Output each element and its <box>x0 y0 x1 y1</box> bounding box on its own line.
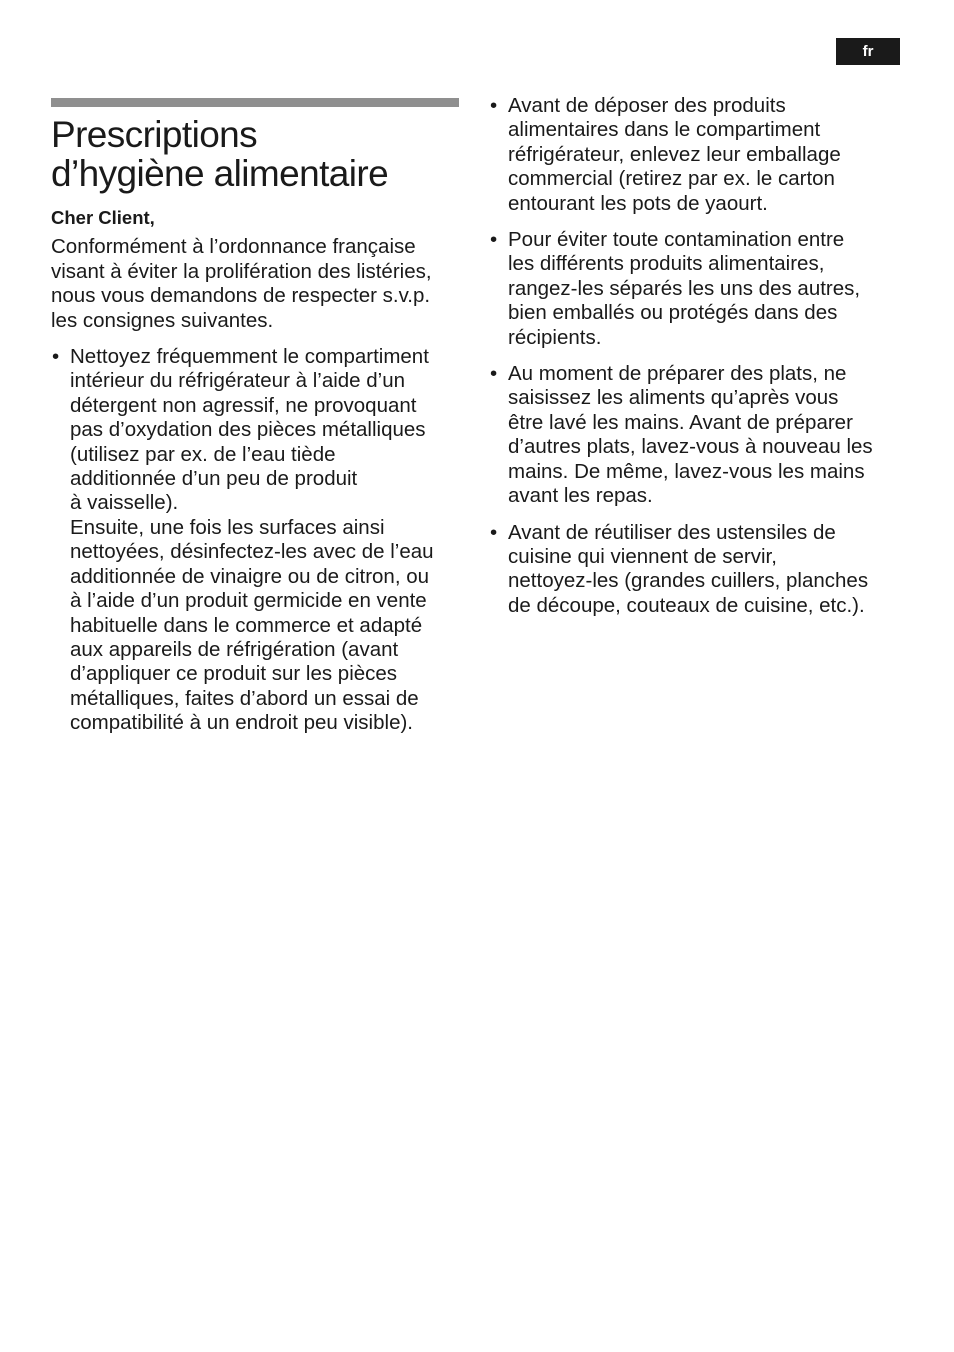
bullet-line: à vaisselle). <box>70 491 179 515</box>
bullet-line: entourant les pots de yaourt. <box>508 191 768 215</box>
bullet-line: mains. De même, lavez-vous les mains <box>508 459 865 483</box>
bullet-marker: • <box>490 520 498 544</box>
bullet-line: commercial (retirez par ex. le carton <box>508 167 835 191</box>
bullet-line: additionnée de vinaigre ou de citron, ou <box>70 564 430 588</box>
bullet-line: alimentaires dans le compartiment <box>508 118 821 142</box>
bullet-line: habituelle dans le commerce et adapté <box>70 613 423 637</box>
bullet-line: nettoyez-les (grandes cuillers, planches <box>508 569 869 593</box>
title-line: d’hygiène alimentaire <box>51 153 389 194</box>
bullet-line: d’autres plats, lavez-vous à nouveau les <box>508 435 873 459</box>
bullet-line: avant les repas. <box>508 484 653 508</box>
page-title <box>51 115 471 193</box>
hygiene-bullet-list-left <box>51 345 467 736</box>
bullet-item <box>51 345 467 736</box>
bullet-line: détergent non agressif, ne provoquant <box>70 393 417 417</box>
bullet-line: les différents produits alimentaires, <box>508 252 825 276</box>
language-badge: fr <box>836 38 900 65</box>
bullet-item <box>489 228 907 350</box>
bullet-line: Nettoyez fréquemment le compartiment <box>70 345 429 369</box>
bullet-marker: • <box>52 345 60 369</box>
intro-line: nous vous demandons de respecter s.v.p. <box>51 284 431 308</box>
bullet-line: de découpe, couteaux de cuisine, etc.). <box>508 593 865 617</box>
bullet-line: d’appliquer ce produit sur les pièces <box>70 662 398 686</box>
bullet-line: Pour éviter toute contamination entre <box>508 228 845 252</box>
left-column <box>51 206 467 748</box>
bullet-line: Avant de déposer des produits <box>508 94 786 117</box>
bullet-item <box>489 362 907 508</box>
bullet-line: pas d’oxydation des pièces métalliques <box>70 418 426 442</box>
bullet-marker: • <box>490 94 498 117</box>
bullet-line: (utilisez par ex. de l’eau tiède <box>70 442 336 466</box>
bullet-item <box>489 521 907 619</box>
bullet-line: nettoyées, désinfectez-les avec de l’eau <box>70 540 434 564</box>
bullet-line: saisissez les aliments qu’après vous <box>508 386 839 410</box>
intro-paragraph <box>51 235 467 333</box>
bullet-marker: • <box>490 362 498 386</box>
bullet-line: additionnée d’un peu de produit <box>70 467 358 491</box>
bullet-line: intérieur du réfrigérateur à l’aide d’un <box>70 369 406 393</box>
bullet-line: récipients. <box>508 325 602 349</box>
bullet-line: être lavé les mains. Avant de préparer <box>508 410 853 434</box>
bullet-line: métalliques, faites d’abord un essai de <box>70 686 419 710</box>
bullet-line: aux appareils de réfrigération (avant <box>70 637 399 661</box>
bullet-marker: • <box>490 228 498 252</box>
bullet-line: Avant de réutiliser des ustensiles de <box>508 520 836 544</box>
bullet-line: bien emballés ou protégés dans des <box>508 301 838 325</box>
title-line: Prescriptions <box>51 114 258 155</box>
bullet-line: rangez-les séparés les uns des autres, <box>508 276 861 300</box>
bullet-line: à l’aide d’un produit germicide en vente <box>70 589 427 613</box>
salutation: Cher Client, <box>51 207 155 228</box>
intro-line: les consignes suivantes. <box>51 308 274 332</box>
bullet-line: Ensuite, une fois les surfaces ainsi <box>70 515 385 539</box>
intro-line: Conformément à l’ordonnance française <box>51 235 416 259</box>
title-rule <box>51 98 459 107</box>
bullet-item <box>489 94 907 216</box>
right-column <box>489 94 907 630</box>
bullet-line: cuisine qui viennent de servir, <box>508 544 777 568</box>
intro-line: visant à éviter la prolifération des listéries, <box>51 259 432 283</box>
hygiene-bullet-list-right <box>489 94 907 618</box>
bullet-line: réfrigérateur, enlevez leur emballage <box>508 142 841 166</box>
bullet-line: compatibilité à un endroit peu visible). <box>70 711 413 735</box>
bullet-line: Au moment de préparer des plats, ne <box>508 362 847 386</box>
